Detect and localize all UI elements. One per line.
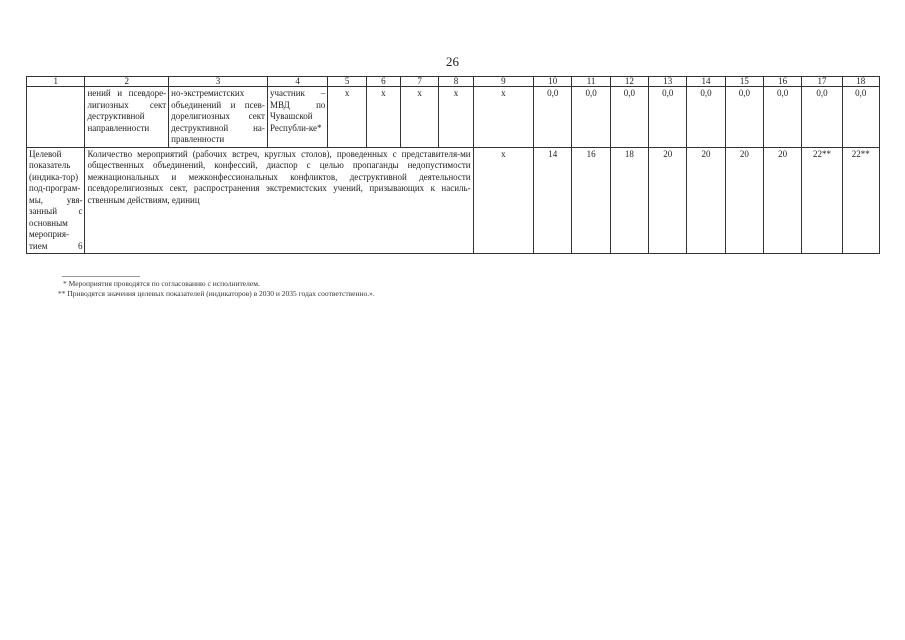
col-header: 17 [802, 77, 842, 87]
value-cell: 20 [649, 147, 687, 254]
table-cell: х [473, 147, 533, 254]
col-header: 4 [267, 77, 327, 87]
value-cell: 0,0 [802, 87, 842, 148]
col-header: 8 [439, 77, 473, 87]
value-cell: 0,0 [763, 87, 801, 148]
value-cell: 18 [610, 147, 648, 254]
value-cell: 20 [763, 147, 801, 254]
col-header: 2 [85, 77, 169, 87]
col-header: 1 [27, 77, 85, 87]
col-header: 14 [687, 77, 725, 87]
value-cell: 0,0 [610, 87, 648, 148]
footnote: ** Приводятся значения целевых показателей (индикаторов) в 2030 и 2035 годах соответственно.». [58, 289, 375, 298]
col-header: 3 [169, 77, 268, 87]
event-description-cont: нений и псевдоре-лигиозных сект деструктивной направленности [85, 87, 169, 148]
program-table [26, 76, 880, 254]
col-header: 9 [473, 77, 533, 87]
col-header: 18 [842, 77, 879, 87]
col-header: 6 [366, 77, 400, 87]
value-cell: 0,0 [534, 87, 572, 148]
table-cell: х [328, 87, 366, 148]
value-cell: 0,0 [687, 87, 725, 148]
table-cell: х [366, 87, 400, 148]
footnote-divider [62, 276, 140, 277]
table-cell: х [401, 87, 439, 148]
page-number: 26 [446, 54, 459, 69]
value-cell: 0,0 [572, 87, 610, 148]
table-cell: х [439, 87, 473, 148]
value-cell: 22** [842, 147, 879, 254]
footnotes [58, 279, 375, 299]
table-row [27, 147, 880, 254]
col-header: 5 [328, 77, 366, 87]
participant-cell: участник – МВД по Чувашской Республи-ке* [267, 87, 327, 148]
indicator-label: Целевой показатель (индика-тор) под-програм-мы, увя-занный с основным мероприя-тием 6 [27, 147, 85, 254]
event-description-cont: но-экстремистских объединений и псев-дорелигиозных сект деструктивной на-правленности [169, 87, 268, 148]
value-cell: 16 [572, 147, 610, 254]
col-header: 16 [763, 77, 801, 87]
value-cell: 0,0 [842, 87, 879, 148]
value-cell: 22** [802, 147, 842, 254]
value-cell: 14 [534, 147, 572, 254]
table-row [27, 87, 880, 148]
table-cell: х [473, 87, 533, 148]
col-header: 7 [401, 77, 439, 87]
header-row [27, 77, 880, 87]
value-cell: 20 [725, 147, 763, 254]
col-header: 12 [610, 77, 648, 87]
col-header: 15 [725, 77, 763, 87]
col-header: 11 [572, 77, 610, 87]
value-cell: 0,0 [725, 87, 763, 148]
col-header: 13 [649, 77, 687, 87]
row-label [27, 87, 85, 148]
indicator-description: Количество мероприятий (рабочих встреч, круглых столов), проведенных с представителя-ми общественных объединений, конфессий, диаспор с целью пропаганды недопустимости межнациональных и межконфессиональных конфликтов, деструктивной деятельности псевдорелигиозных сект, распространения экстремистских учений, призывающих к насиль-ственным действиям, единиц [85, 147, 473, 254]
value-cell: 20 [687, 147, 725, 254]
col-header: 10 [534, 77, 572, 87]
footnote: * Мероприятия проводятся по согласованию с исполнителем. [63, 279, 260, 288]
value-cell: 0,0 [649, 87, 687, 148]
